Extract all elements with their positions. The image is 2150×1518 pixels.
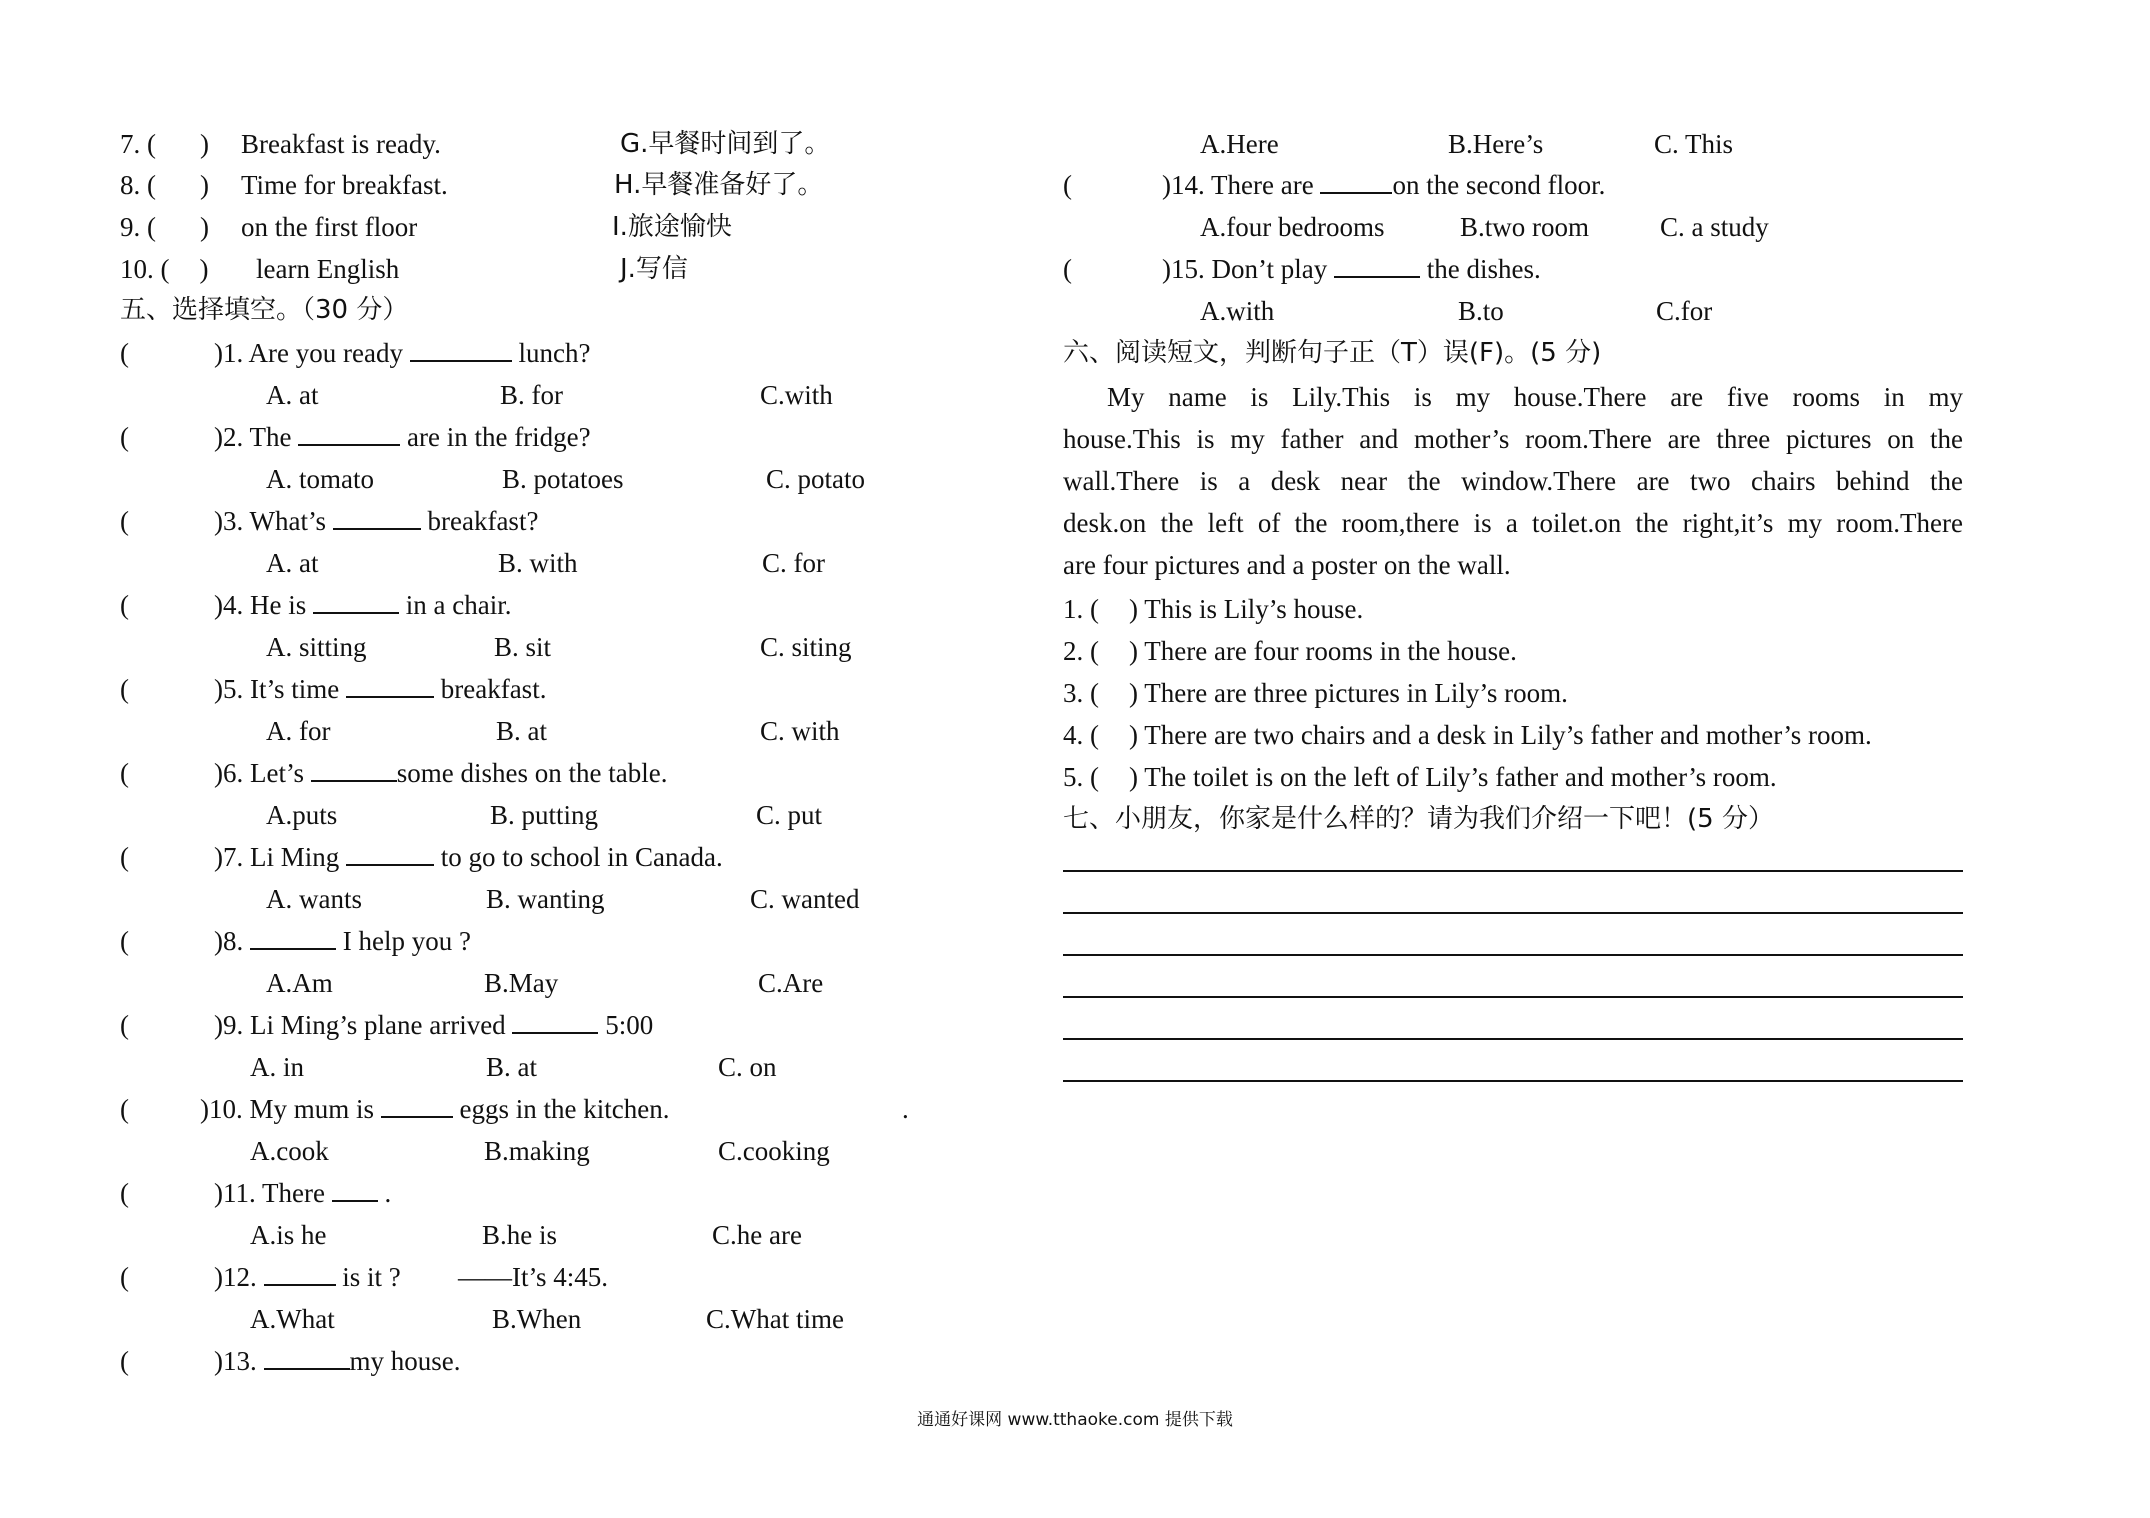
q6-option-b[interactable]: B. putting bbox=[490, 800, 599, 830]
q4-option-c[interactable]: C. siting bbox=[760, 632, 852, 662]
q3-option-b[interactable]: B. with bbox=[498, 548, 578, 578]
passage-line-2: house.This is my father and mother’s room.There are three pictures on the bbox=[1063, 424, 1963, 454]
section-7-title: 七、小朋友，你家是什么样的？请为我们介绍一下吧！(5 分） bbox=[1063, 804, 1774, 834]
passage-line-4: desk.on the left of the room,there is a toilet.on the right,it’s my room.There bbox=[1063, 508, 1963, 538]
q4-blank[interactable] bbox=[313, 588, 399, 614]
q5-option-c[interactable]: C. with bbox=[760, 716, 840, 746]
statement-2: 2. ( ) There are four rooms in the house. bbox=[1063, 636, 1517, 666]
section-6-title: 六、阅读短文，判断句子正（T）误(F)。(5 分) bbox=[1063, 338, 1602, 368]
footer-credit: 通通好课网 www.tthaoke.com 提供下载 bbox=[917, 1410, 1233, 1430]
q4-option-b[interactable]: B. sit bbox=[494, 632, 552, 662]
section-5-title: 五、选择填空。（30 分） bbox=[120, 295, 409, 325]
q12-stem: )12. is it ? bbox=[214, 1262, 401, 1292]
q14-option-a[interactable]: A.four bedrooms bbox=[1200, 212, 1385, 242]
statement-3: 3. ( ) There are three pictures in Lily’s room. bbox=[1063, 678, 1568, 708]
q10-option-c[interactable]: C.cooking bbox=[718, 1136, 830, 1166]
q5-open-paren: ( bbox=[120, 674, 129, 704]
q9-open-paren: ( bbox=[120, 1010, 129, 1040]
q15-option-c[interactable]: C.for bbox=[1656, 296, 1713, 326]
matching-en-7: Breakfast is ready. bbox=[241, 129, 441, 159]
statement-5: 5. ( ) The toilet is on the left of Lily’s father and mother’s room. bbox=[1063, 762, 1777, 792]
q7-option-c[interactable]: C. wanted bbox=[750, 884, 860, 914]
q9-option-b[interactable]: B. at bbox=[486, 1052, 537, 1082]
q3-option-c[interactable]: C. for bbox=[762, 548, 825, 578]
q7-option-b[interactable]: B. wanting bbox=[486, 884, 605, 914]
q12-answer: ——It’s 4:45. bbox=[458, 1262, 609, 1292]
matching-en-8: Time for breakfast. bbox=[241, 170, 448, 200]
q12-option-c[interactable]: C.What time bbox=[706, 1304, 844, 1334]
q3-open-paren: ( bbox=[120, 506, 129, 536]
q13-open-paren: ( bbox=[120, 1346, 129, 1376]
q2-stem: )2. The are in the fridge? bbox=[214, 422, 591, 452]
q1-open-paren: ( bbox=[120, 338, 129, 368]
q11-option-b[interactable]: B.he is bbox=[482, 1220, 558, 1250]
passage-line-3: wall.There is a desk near the window.There are two chairs behind the bbox=[1063, 466, 1963, 496]
q6-stem: )6. Let’s some dishes on the table. bbox=[214, 758, 668, 788]
q1-option-c[interactable]: C.with bbox=[760, 380, 833, 410]
q10-stem: )10. My mum is eggs in the kitchen. bbox=[200, 1094, 670, 1124]
writing-line[interactable] bbox=[1063, 954, 1963, 956]
q13-option-b[interactable]: B.Here’s bbox=[1448, 129, 1544, 159]
q14-blank[interactable] bbox=[1320, 168, 1392, 194]
q1-stem: )1. Are you ready lunch? bbox=[214, 338, 591, 368]
q2-option-a[interactable]: A. tomato bbox=[266, 464, 374, 494]
q4-stem: )4. He is in a chair. bbox=[214, 590, 512, 620]
q12-open-paren: ( bbox=[120, 1262, 129, 1292]
q1-option-b[interactable]: B. for bbox=[500, 380, 563, 410]
q14-option-b[interactable]: B.two room bbox=[1460, 212, 1590, 242]
reading-passage bbox=[1063, 376, 1963, 586]
matching-en-9: on the first floor bbox=[241, 212, 418, 242]
q8-option-b[interactable]: B.May bbox=[484, 968, 559, 998]
matching-row-7: 7. ( ) bbox=[120, 129, 209, 159]
q10-stray-dot: . bbox=[902, 1094, 909, 1124]
q5-option-b[interactable]: B. at bbox=[496, 716, 547, 746]
matching-zh-8: H.早餐准备好了。 bbox=[614, 170, 824, 200]
q5-blank[interactable] bbox=[346, 672, 434, 698]
q8-blank[interactable] bbox=[250, 924, 336, 950]
q3-option-a[interactable]: A. at bbox=[266, 548, 319, 578]
q14-option-c[interactable]: C. a study bbox=[1660, 212, 1769, 242]
q15-blank[interactable] bbox=[1334, 252, 1420, 278]
q6-open-paren: ( bbox=[120, 758, 129, 788]
q15-open-paren: ( bbox=[1063, 254, 1072, 284]
q13-option-c[interactable]: C. This bbox=[1654, 129, 1734, 159]
q8-stem: )8. I help you ? bbox=[214, 926, 471, 956]
writing-line[interactable] bbox=[1063, 996, 1963, 998]
matching-zh-7: G.早餐时间到了。 bbox=[620, 129, 831, 159]
q12-blank[interactable] bbox=[264, 1260, 336, 1286]
q7-option-a[interactable]: A. wants bbox=[266, 884, 362, 914]
q11-blank[interactable] bbox=[332, 1176, 378, 1202]
q13-blank[interactable] bbox=[264, 1344, 350, 1370]
q7-stem: )7. Li Ming to go to school in Canada. bbox=[214, 842, 723, 872]
q8-open-paren: ( bbox=[120, 926, 129, 956]
matching-en-10: learn English bbox=[256, 254, 400, 284]
q14-open-paren: ( bbox=[1063, 170, 1072, 200]
q1-blank[interactable] bbox=[410, 336, 512, 362]
q2-option-b[interactable]: B. potatoes bbox=[502, 464, 624, 494]
matching-row-8: 8. ( ) bbox=[120, 170, 209, 200]
q8-option-c[interactable]: C.Are bbox=[758, 968, 824, 998]
q15-stem: )15. Don’t play the dishes. bbox=[1162, 254, 1541, 284]
writing-line[interactable] bbox=[1063, 870, 1963, 872]
q9-blank[interactable] bbox=[512, 1008, 598, 1034]
q3-blank[interactable] bbox=[333, 504, 421, 530]
q5-stem: )5. It’s time breakfast. bbox=[214, 674, 547, 704]
q4-open-paren: ( bbox=[120, 590, 129, 620]
q14-stem: )14. There are on the second floor. bbox=[1162, 170, 1606, 200]
q6-blank[interactable] bbox=[311, 756, 397, 782]
q7-blank[interactable] bbox=[346, 840, 434, 866]
q11-stem: )11. There . bbox=[214, 1178, 392, 1208]
statement-1: 1. ( ) This is Lily’s house. bbox=[1063, 594, 1364, 624]
q2-option-c[interactable]: C. potato bbox=[766, 464, 865, 494]
q5-option-a[interactable]: A. for bbox=[266, 716, 331, 746]
q10-option-b[interactable]: B.making bbox=[484, 1136, 590, 1166]
q6-option-c[interactable]: C. put bbox=[756, 800, 823, 830]
q3-stem: )3. What’s breakfast? bbox=[214, 506, 539, 536]
statement-4: 4. ( ) There are two chairs and a desk in Lily’s father and mother’s room. bbox=[1063, 720, 1872, 750]
passage-line-5: are four pictures and a poster on the wall. bbox=[1063, 550, 1511, 580]
q13-option-a[interactable]: A.Here bbox=[1200, 129, 1279, 159]
matching-row-9: 9. ( ) bbox=[120, 212, 209, 242]
q10-option-a[interactable]: A.cook bbox=[250, 1136, 329, 1166]
q13-stem: )13. my house. bbox=[214, 1346, 461, 1376]
q8-option-a[interactable]: A.Am bbox=[266, 968, 333, 998]
q11-option-c[interactable]: C.he are bbox=[712, 1220, 802, 1250]
matching-zh-10: J.写信 bbox=[620, 254, 688, 284]
q7-open-paren: ( bbox=[120, 842, 129, 872]
matching-zh-9: I.旅途愉快 bbox=[612, 212, 732, 242]
q12-option-a[interactable]: A.What bbox=[250, 1304, 335, 1334]
q2-blank[interactable] bbox=[298, 420, 400, 446]
q6-option-a[interactable]: A.puts bbox=[266, 800, 338, 830]
q9-stem: )9. Li Ming’s plane arrived 5:00 bbox=[214, 1010, 654, 1040]
q2-open-paren: ( bbox=[120, 422, 129, 452]
writing-line[interactable] bbox=[1063, 912, 1963, 914]
q4-option-a[interactable]: A. sitting bbox=[266, 632, 367, 662]
q12-option-b[interactable]: B.When bbox=[492, 1304, 582, 1334]
q10-blank[interactable] bbox=[381, 1092, 453, 1118]
q1-option-a[interactable]: A. at bbox=[266, 380, 319, 410]
q10-open-paren: ( bbox=[120, 1094, 129, 1124]
q9-option-a[interactable]: A. in bbox=[250, 1052, 304, 1082]
matching-row-10: 10. ( ) bbox=[120, 254, 209, 284]
writing-line[interactable] bbox=[1063, 1038, 1963, 1040]
q11-option-a[interactable]: A.is he bbox=[250, 1220, 327, 1250]
passage-line-1: My name is Lily.This is my house.There are five rooms in my bbox=[1107, 382, 1963, 412]
q15-option-b[interactable]: B.to bbox=[1458, 296, 1504, 326]
q9-option-c[interactable]: C. on bbox=[718, 1052, 777, 1082]
q15-option-a[interactable]: A.with bbox=[1200, 296, 1275, 326]
writing-line[interactable] bbox=[1063, 1080, 1963, 1082]
q11-open-paren: ( bbox=[120, 1178, 129, 1208]
